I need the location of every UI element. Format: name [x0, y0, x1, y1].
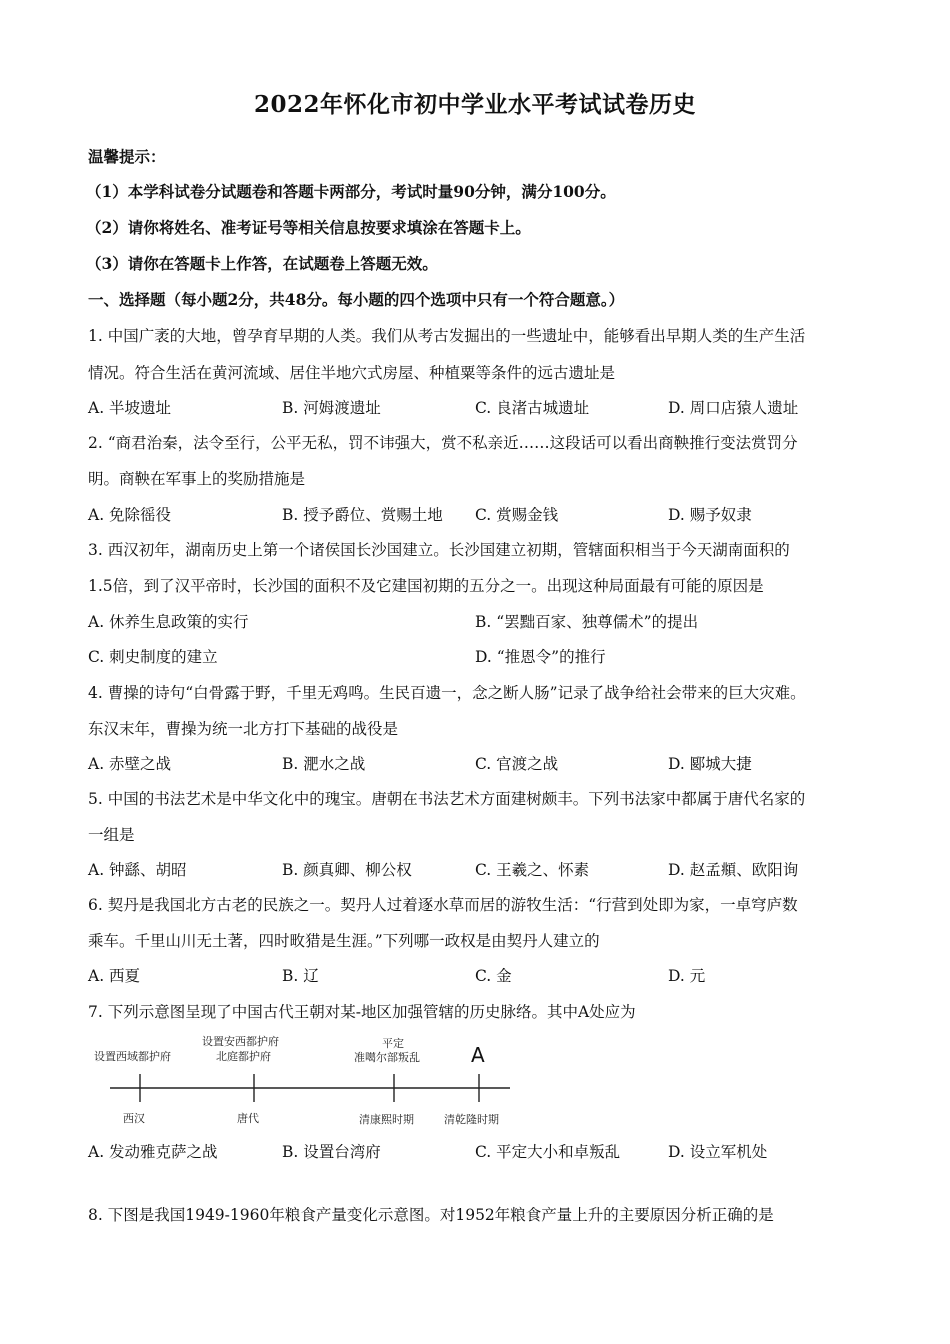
option-c: C. 良渚古城遗址 [475, 399, 590, 417]
question-text: 东汉末年，曹操为统一北方打下基础的战役是 [88, 720, 399, 738]
question-text: 4. 曹操的诗句“白骨露于野，千里无鸡鸣。生民百遗一，念之断人肠”记录了战争给社会带来的巨大灾难。 [88, 684, 806, 702]
question-text: 1.5倍，到了汉平帝时，长沙国的面积不及它建国初期的五分之一。出现这种局面最有可能的原因是 [88, 577, 764, 595]
timeline-event-a: A [471, 1043, 485, 1067]
option-c: C. 金 [475, 967, 512, 985]
timeline-event: 设置西域都护府 [94, 1050, 171, 1063]
tip-item: （3）请你在答题卡上作答，在试题卷上答题无效。 [86, 254, 438, 273]
timeline-event: 平定 [382, 1037, 404, 1050]
tip-item: （2）请你将姓名、准考证号等相关信息按要求填涂在答题卡上。 [86, 218, 531, 237]
timeline-diagram [92, 1030, 522, 1135]
timeline-period: 西汉 [123, 1112, 145, 1125]
timeline-period: 唐代 [237, 1112, 259, 1125]
option-b: B. 淝水之战 [282, 755, 366, 773]
option-a: A. 免除徭役 [88, 506, 172, 524]
option-a: A. 发动雅克萨之战 [88, 1143, 218, 1161]
option-b: B. “罢黜百家、独尊儒术”的提出 [475, 613, 699, 631]
option-c: C. 王羲之、怀素 [475, 861, 590, 879]
tips-heading: 温馨提示： [88, 147, 166, 166]
option-c: C. 刺史制度的建立 [88, 648, 218, 666]
timeline-period: 清乾隆时期 [444, 1113, 499, 1126]
option-d: D. 元 [668, 967, 706, 985]
option-b: B. 设置台湾府 [282, 1143, 381, 1161]
option-b: B. 辽 [282, 967, 319, 985]
timeline-svg [92, 1030, 522, 1135]
option-b: B. 授予爵位、赏赐土地 [282, 506, 443, 524]
question-text: 乘车。千里山川无土著，四时畋猎是生涯。”下列哪一政权是由契丹人建立的 [88, 932, 600, 950]
option-c: C. 赏赐金钱 [475, 506, 559, 524]
option-a: A. 半坡遗址 [88, 399, 172, 417]
question-text: 一组是 [88, 826, 135, 844]
tip-item: （1）本学科试卷分试题卷和答题卡两部分，考试时量90分钟，满分100分。 [86, 182, 616, 201]
option-a: A. 休养生息政策的实行 [88, 613, 249, 631]
option-a: A. 赤壁之战 [88, 755, 172, 773]
option-d: D. 赐予奴隶 [668, 506, 752, 524]
option-a: A. 钟繇、胡昭 [88, 861, 187, 879]
timeline-period: 清康熙时期 [359, 1113, 414, 1126]
option-d: D. 赵孟頫、欧阳询 [668, 861, 799, 879]
option-d: D. 郾城大捷 [668, 755, 752, 773]
option-c: C. 官渡之战 [475, 755, 559, 773]
timeline-event: 准噶尔部叛乱 [354, 1051, 420, 1064]
question-text: 1. 中国广袤的大地，曾孕育早期的人类。我们从考古发掘出的一些遗址中，能够看出早期人类的生产生活 [88, 327, 806, 345]
question-text: 7. 下列示意图呈现了中国古代王朝对某-地区加强管辖的历史脉络。其中A处应为 [88, 1003, 636, 1021]
question-text: 5. 中国的书法艺术是中华文化中的瑰宝。唐朝在书法艺术方面建树颇丰。下列书法家中都属于唐代名家的 [88, 790, 806, 808]
option-b: B. 颜真卿、柳公权 [282, 861, 412, 879]
question-text: 明。商鞅在军事上的奖励措施是 [88, 470, 306, 488]
question-text: 2. “商君治秦，法令至行，公平无私，罚不讳强大，赏不私亲近……这段话可以看出商鞅推行变法赏罚分 [88, 434, 798, 452]
option-d: D. 设立军机处 [668, 1143, 768, 1161]
option-a: A. 西夏 [88, 967, 141, 985]
page-title: 2022年怀化市初中学业水平考试试卷历史 [253, 91, 696, 118]
question-text: 8. 下图是我国1949-1960年粮食产量变化示意图。对1952年粮食产量上升的主要原因分析正确的是 [88, 1206, 774, 1224]
section-heading: 一、选择题（每小题2分，共48分。每小题的四个选项中只有一个符合题意。） [88, 290, 625, 309]
timeline-event: 北庭都护府 [216, 1050, 271, 1063]
question-text: 3. 西汉初年，湖南历史上第一个诸侯国长沙国建立。长沙国建立初期，管辖面积相当于今天湖南面积的 [88, 541, 790, 559]
timeline-event: 设置安西都护府 [202, 1035, 279, 1048]
option-b: B. 河姆渡遗址 [282, 399, 381, 417]
option-d: D. “推恩令”的推行 [475, 648, 606, 666]
question-text: 情况。符合生活在黄河流域、居住半地穴式房屋、种植粟等条件的远古遗址是 [88, 364, 616, 382]
question-text: 6. 契丹是我国北方古老的民族之一。契丹人过着逐水草而居的游牧生活：“行营到处即为家，一卓穹庐数 [88, 896, 798, 914]
option-d: D. 周口店猿人遗址 [668, 399, 799, 417]
option-c: C. 平定大小和卓叛乱 [475, 1143, 621, 1161]
